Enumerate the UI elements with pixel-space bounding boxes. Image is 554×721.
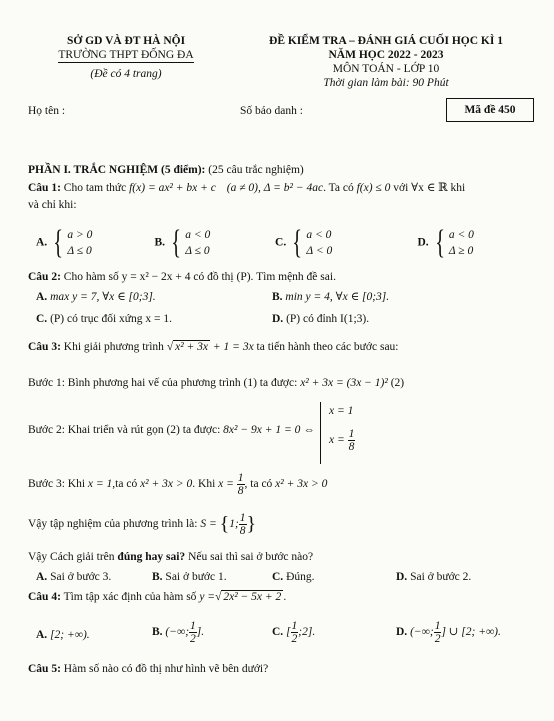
q3-question: Vậy Cách giải trên đúng hay sai? Nếu sai thì sai ở bước nào? [28,551,314,563]
q1-option-c[interactable]: C. { a < 0 Δ < 0 [275,224,333,261]
q3-option-a[interactable]: A. Sai ở bước 3. [36,571,112,583]
q2-option-b[interactable]: B. min y = 4, ∀x ∈ [0;3]. [272,291,390,303]
question-3: Câu 3: Khi giải phương trình √ x² + 3x + 1 = 3x ta tiến hành theo các bước sau: [28,341,399,353]
exam-code-box: Mã đề 450 [446,98,534,122]
q4-option-b[interactable]: B. (−∞; $\frac{1}{2}$ ]. [152,620,205,645]
q1-option-b[interactable]: B. { a < 0 Δ ≤ 0 [154,224,211,261]
q2-option-a[interactable]: A. max y = 7, ∀x ∈ [0;3]. [36,291,156,303]
q1-option-a[interactable]: A. { a > 0 Δ ≤ 0 [36,224,93,261]
q4-option-a[interactable]: A. [2; +∞). [36,629,90,641]
header-right [240,34,532,90]
school-year: NĂM HỌC 2022 - 2023 [328,49,444,61]
school-name: TRƯỜNG THPT ĐỐNG ĐA [58,49,194,61]
exam-title: ĐỀ KIỂM TRA – ĐÁNH GIÁ CUỐI HỌC KÌ 1 [269,35,503,47]
duration: Thời gian làm bài: 90 Phút [323,77,449,89]
q3-solution-set: Vậy tập nghiệm của phương trình là: S = {1; $\frac{1}{8}$ } [28,512,257,537]
department: SỞ GD VÀ ĐT HÀ NỘI [66,35,186,47]
q3-option-d[interactable]: D. Sai ở bước 2. [396,571,472,583]
student-id-label: Số báo danh : [240,105,303,117]
q1-continuation: và chỉ khi: [28,199,77,211]
section-title: PHẦN I. TRẮC NGHIỆM (5 điểm): (25 câu trắc nghiệm) [28,164,304,176]
q2-option-d[interactable]: D. (P) có đỉnh I(1;3). [272,313,370,325]
q1-options [36,226,536,260]
q3-step-1: Bước 1: Bình phương hai vế của phương trình (1) ta được: x² + 3x = (3x − 1)² (2) [28,377,405,389]
q4-option-d[interactable]: D. (−∞; $\frac{1}{2}$ ] ∪ [2; +∞). [396,620,501,645]
q1-label: Câu 1: [28,182,61,194]
q1-option-d[interactable]: D. { a < 0 Δ ≥ 0 [417,224,474,261]
q3-step-2: Bước 2: Khai triển và rút gọn (2) ta được: 8x² − 9x + 1 = 0 ⇔ [28,424,315,436]
q3-root-bracket: x = 1 x = $\frac{1}{8}$ [320,402,355,464]
header-left [28,34,224,81]
q2-option-c[interactable]: C. (P) có trục đối xứng x = 1. [36,313,173,325]
question-4: Câu 4: Tìm tập xác định của hàm số y =√ 2x² − 5x + 2 . [28,591,287,603]
q4-option-c[interactable]: C. [ $\frac{1}{2}$ ;2]. [272,620,316,645]
question-2: Câu 2: Cho hàm số y = x² − 2x + 4 có đồ thị (P). Tìm mệnh đề sai. [28,271,336,283]
subject: MÔN TOÁN - LỚP 10 [332,63,440,75]
q3-step-3: Bước 3: Khi x = 1,ta có x² + 3x > 0. Khi x = $\frac{1}{8}$ , ta có x² + 3x > 0 [28,472,328,497]
question-5: Câu 5: Hàm số nào có đồ thị như hình vẽ bên dưới? [28,663,269,675]
q3-option-c[interactable]: C. Đúng. [272,571,315,583]
name-label: Họ tên : [28,105,66,117]
question-1: Câu 1: Cho tam thức f(x) = ax² + bx + c (a ≠ 0), Δ = b² − 4ac. Ta có f(x) ≤ 0 với ∀x ∈ ℝ khi [28,182,466,194]
pages-note: (Đề có 4 trang) [90,68,162,80]
q3-option-b[interactable]: B. Sai ở bước 1. [152,571,227,583]
